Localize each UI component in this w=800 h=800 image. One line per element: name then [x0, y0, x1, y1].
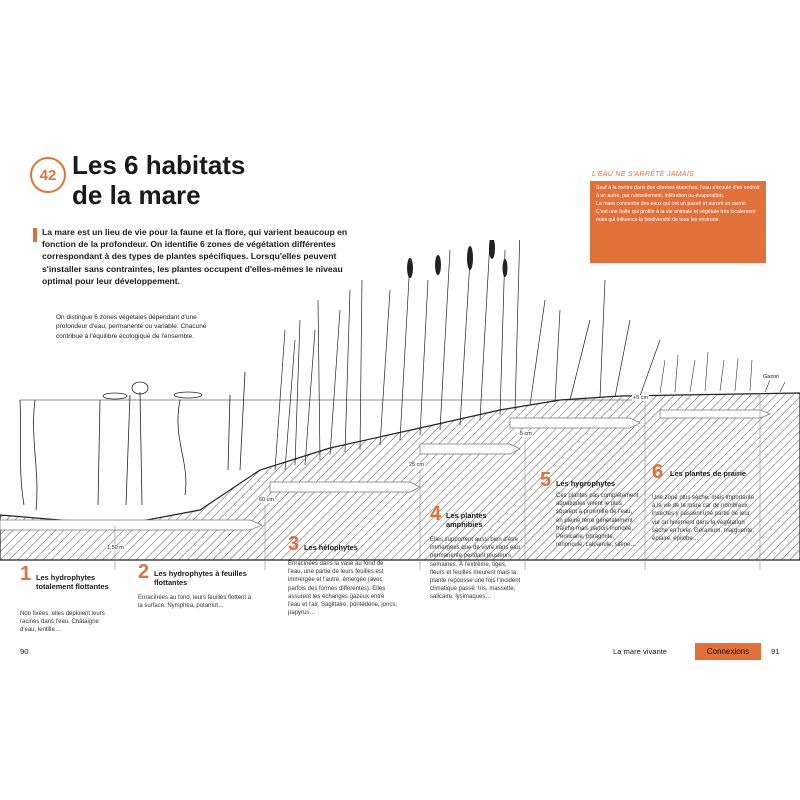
- depth-label-150: 1,50 m: [107, 545, 124, 551]
- sidebar-paragraph-2: La mare concentre des eaux qui ont un passé et auront un avenir. C'est une halte qui profite à la vie animale et végétale très localement mais qui influence la biodiversité de tous les environs.: [596, 201, 756, 223]
- habitat-number: 1: [20, 563, 32, 585]
- habitat-number: 5: [540, 469, 552, 491]
- sidebar-title: L'EAU NE S'ARRÊTE JAMAIS: [592, 171, 695, 178]
- habitat-description: Enracinées au fond, leurs feuilles flottent à la surface. Nymphea, potamot…: [138, 595, 252, 610]
- title-line-2: de la mare: [72, 180, 201, 210]
- sidebar-paragraph-1: Sauf à la mettre dans des citernes étanches, l'eau s'écoule d'un endroit à un autre, par ruissellement, infiltration ou évaporation.: [596, 185, 760, 199]
- habitat-number: 6: [652, 461, 664, 483]
- depth-label-25: 25 cm: [409, 462, 424, 468]
- title-line-1: Les 6 habitats: [72, 150, 246, 180]
- habitat-2: [138, 561, 263, 638]
- page-title: [72, 150, 332, 210]
- habitat-6: [652, 461, 760, 583]
- label-gazon: Gazon: [763, 374, 780, 380]
- chapter-number-badge: 42: [30, 157, 66, 193]
- habitat-1: [20, 563, 115, 640]
- habitat-3: [288, 533, 413, 660]
- intro-paragraph: La mare est un lieu de vie pour la faune et la flore, qui varient beaucoup en fonction de la profondeur. On identifie 6 zones de végétation différentes correspondant à des types de plantes spécifiques. Lorsqu'elles peuvent s'installer sans contraintes, les plantes occupent d'elles-mêmes le niveau optimal pour leur développement.: [42, 227, 348, 286]
- habitat-4: [430, 503, 525, 650]
- habitat-name: Les hélophytes: [304, 543, 358, 552]
- habitat-name: Les hygrophytes: [556, 479, 616, 488]
- cattail-heads: [407, 240, 508, 278]
- habitat-number: 4: [430, 503, 442, 525]
- depth-label-minus5: -5 cm: [518, 431, 532, 437]
- page-number-right: 91: [771, 647, 780, 656]
- habitat-number: 2: [138, 561, 150, 583]
- habitat-description: Elles supportent aussi bien d'être immergées que de vivre sans eau permanente pendant plusieurs semaines. À l'extrême, tiges, fleurs et feuilles meurent mais la plante repousse une fois l'incident climatique passé. Iris, massette, salicaire, lysimaques…: [430, 537, 521, 601]
- illustration-caption: On distingue 6 zones végétales dépendant d'une profondeur d'eau, permanente ou variable. Chacune contribue à l'équilibre écologique de l'ensemble.: [56, 314, 207, 340]
- habitat-description: Une zone plus sèche, mais importante à la vie de la mare car de nombreux insectes y passent une partie de leur vie ou hivernent dans la végétation sèche en hiver. Géranium, marguerite, épiaire, épilobe…: [652, 495, 755, 543]
- habitat-number: 3: [288, 533, 300, 555]
- depth-label-60: 60 cm: [259, 497, 274, 503]
- depth-label-plus5: +5 cm: [633, 395, 649, 401]
- habitat-description: Enracinées dans la vase au fond de l'eau, une partie de leurs feuilles est immergée et l'autre, émergée (avec parfois des formes différentes). Elles assurent les échanges gazeux entre l'eau et l'air. Sagittaire, pontédérie, joncs, papyrus…: [288, 561, 398, 617]
- running-section: La mare vivante: [613, 647, 668, 656]
- habitat-name: Les hydrophytes totalement flottantes: [36, 573, 109, 591]
- submerged-plants: [20, 372, 245, 510]
- habitat-description: Non fixées, elles déploient leurs racines dans l'eau. Châtaigne d'eau, lentille…: [20, 611, 105, 634]
- habitat-name: Les plantes de prairie: [670, 469, 746, 478]
- habitat-name: Les hydrophytes à feuilles flottantes: [154, 569, 247, 587]
- habitat-name: Les plantes amphibies: [446, 511, 487, 529]
- page-number-left: 90: [20, 647, 29, 656]
- section-tag: Connexions: [695, 643, 761, 660]
- habitat-description: Ces plantes pas complètement aquatiques vivent le plus souvent à proximité de l'eau, en pleine terre généralement fraîche mais parfois inondée. Persicaire, phragmite, renoncule, calpanule, silène…: [556, 493, 639, 549]
- prairie-grass: [660, 352, 785, 393]
- habitat-5: [540, 469, 640, 586]
